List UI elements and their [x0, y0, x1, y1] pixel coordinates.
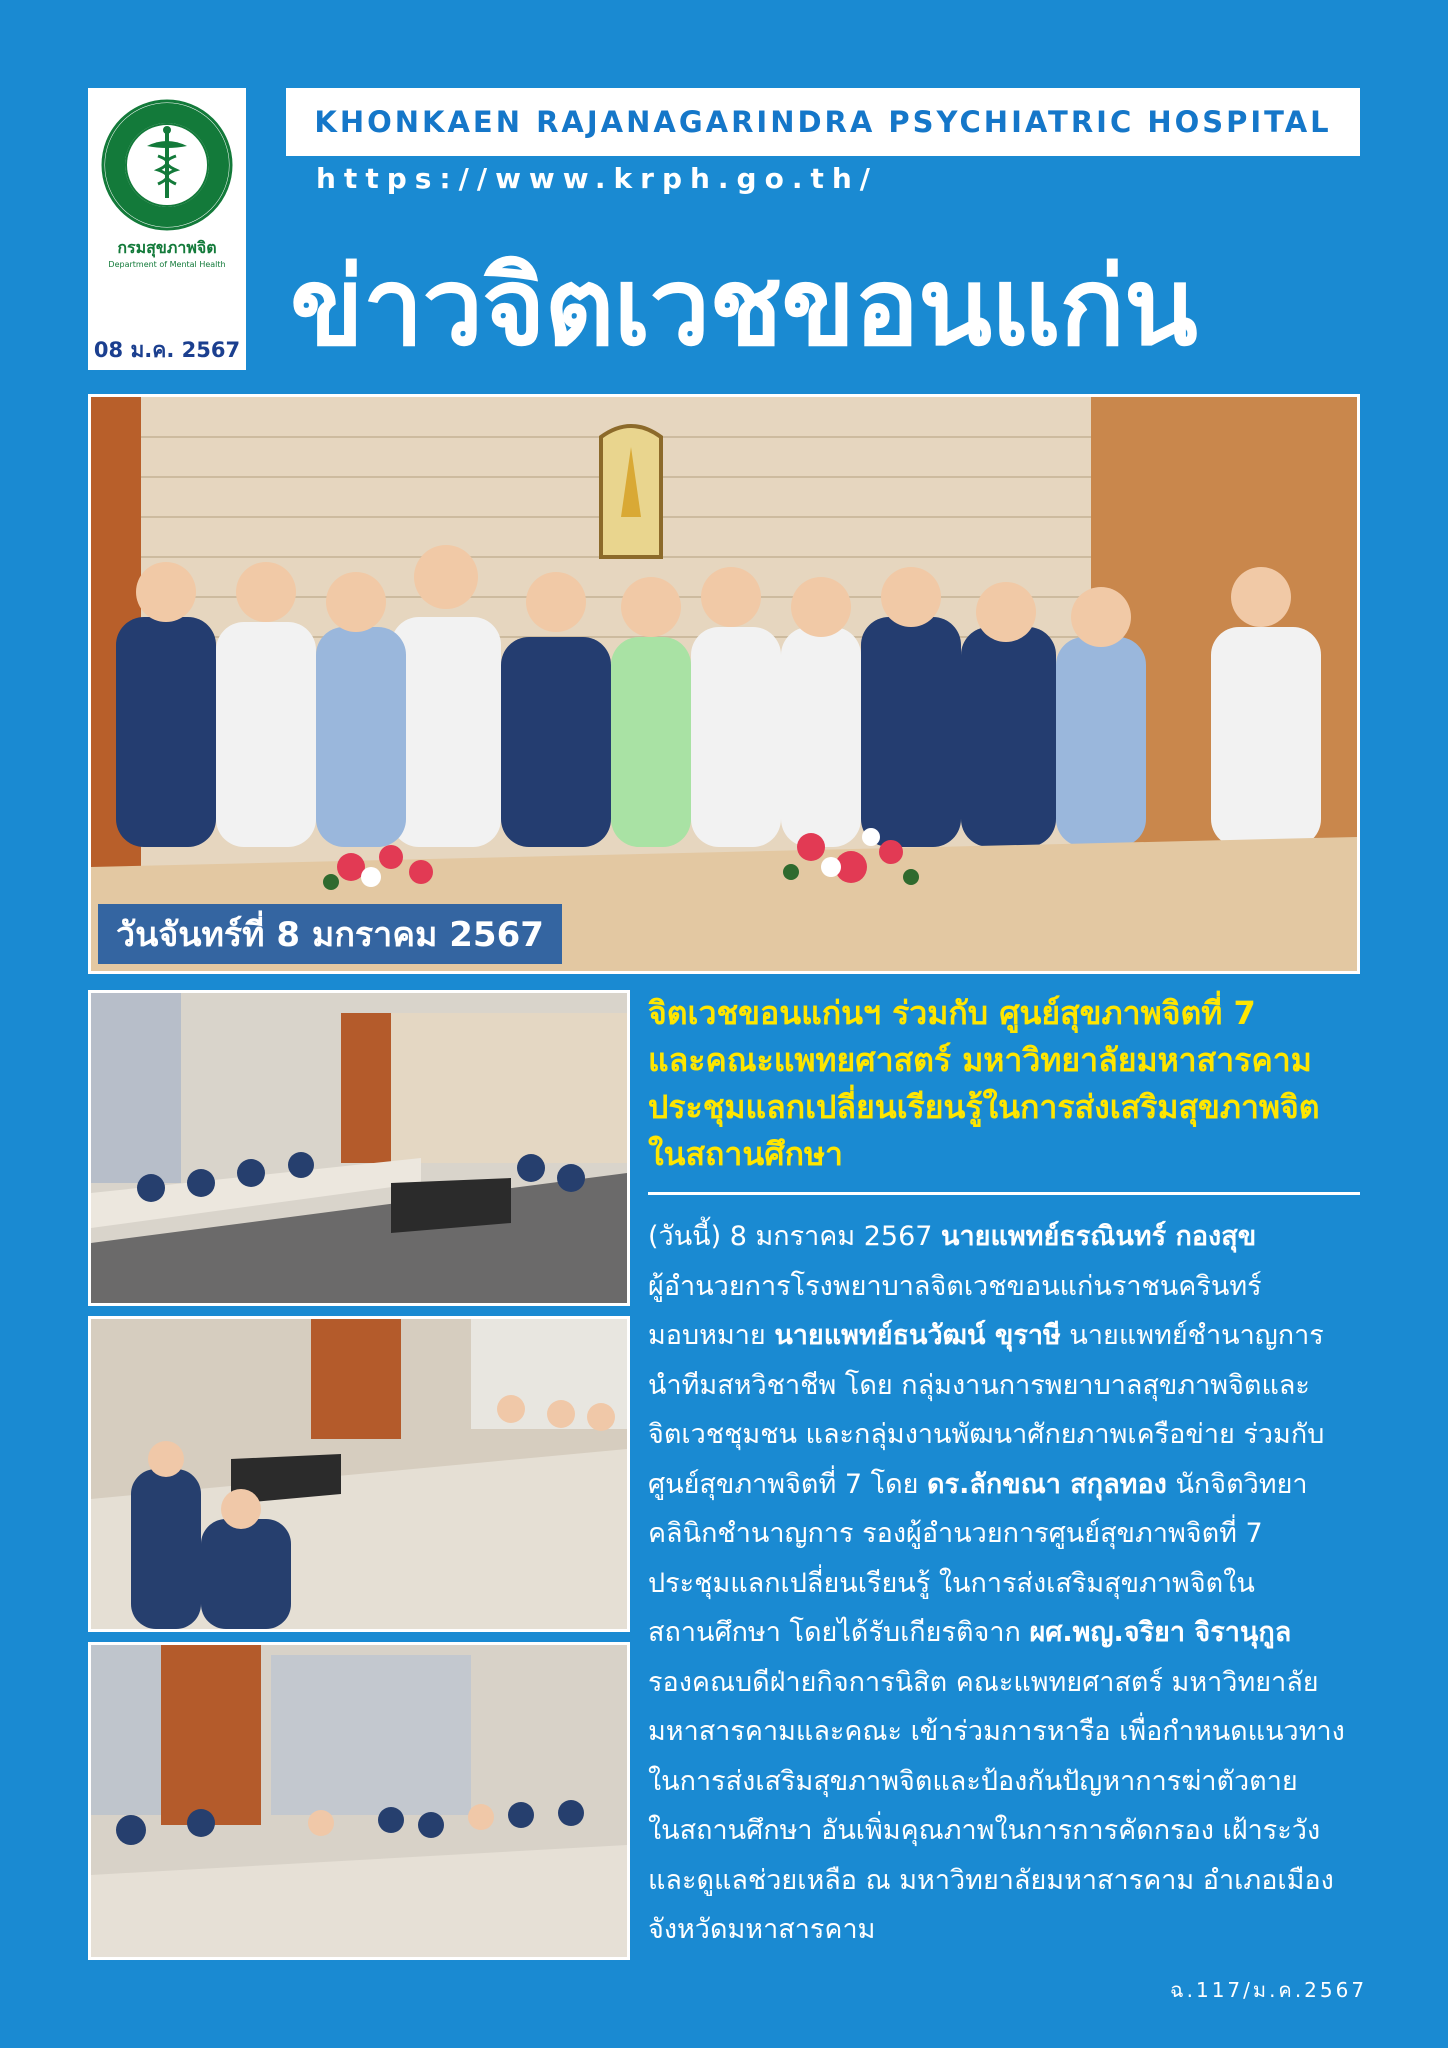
article-body	[648, 1212, 1360, 1955]
body-text: (วันนี้) 8 มกราคม 2567	[648, 1221, 942, 1252]
hospital-name: KHONKAEN RAJANAGARINDRA PSYCHIATRIC HOSPITAL	[314, 105, 1332, 139]
person-name: นายแพทย์ธนวัฒน์ ขุราษี	[774, 1320, 1061, 1351]
body-line: จังหวัดมหาสารคาม	[648, 1914, 876, 1945]
headline-line: ประชุมแลกเปลี่ยนเรียนรู้ในการส่งเสริมสุขภาพจิต	[648, 1088, 1320, 1126]
body-line: นำทีมสหวิชาชีพ โดย กลุ่มงานการพยาบาลสุขภาพจิตและ	[648, 1369, 1310, 1401]
website-link[interactable]: https://www.krph.go.th/	[316, 162, 879, 195]
headline-line: จิตเวชขอนแก่นฯ ร่วมกับ ศูนย์สุขภาพจิตที่ 7	[648, 994, 1256, 1032]
document-code: ฉ.117/ม.ค.2567	[1170, 1978, 1368, 2002]
hospital-name-bar	[286, 88, 1360, 156]
article-headline	[648, 990, 1360, 1178]
body-line: ผู้อำนวยการโรงพยาบาลจิตเวชขอนแก่นราชนครินทร์	[648, 1270, 1262, 1302]
body-line: มหาสารคามและคณะ เข้าร่วมการหารือ เพื่อกำหนดแนวทาง	[648, 1716, 1345, 1747]
meeting-photo-1	[88, 990, 630, 1306]
meeting-photo-2	[88, 1316, 630, 1632]
body-text: สถานศึกษา โดยได้รับเกียรติจาก	[648, 1617, 1030, 1648]
logo-card	[88, 88, 246, 370]
body-text: นักจิตวิทยา	[1166, 1468, 1308, 1500]
main-group-photo	[88, 394, 1360, 974]
body-line: คลินิกชำนาญการ รองผู้อำนวยการศูนย์สุขภาพจิตที่ 7	[648, 1518, 1263, 1549]
body-line: ในสถานศึกษา อันเพิ่มคุณภาพในการการคัดกรอง เฝ้าระวัง	[648, 1815, 1321, 1846]
headline-divider	[648, 1192, 1360, 1195]
headline-line: ในสถานศึกษา	[648, 1135, 843, 1173]
body-line: จิตเวชชุมชน และกลุ่มงานพัฒนาศักยภาพเครือข่าย ร่วมกับ	[648, 1419, 1325, 1450]
body-line: และดูแลช่วยเหลือ ณ มหาวิทยาลัยมหาสารคาม อำเภอเมือง	[648, 1864, 1334, 1896]
body-text: ศูนย์สุขภาพจิตที่ 7 โดย	[648, 1468, 928, 1500]
body-line	[648, 1460, 1360, 1510]
logo-dept-thai: กรมสุขภาพจิต	[117, 238, 217, 257]
body-text: มอบหมาย	[648, 1320, 775, 1351]
ministry-seal-icon	[100, 98, 234, 232]
photo-date-caption: วันจันทร์ที่ 8 มกราคม 2567	[98, 904, 562, 964]
body-text: นายแพทย์ชำนาญการ	[1060, 1320, 1324, 1351]
body-line: ประชุมแลกเปลี่ยนเรียนรู้ ในการส่งเสริมสุขภาพจิตใน	[648, 1567, 1255, 1599]
person-name: ดร.ลักขณา สกุลทอง	[927, 1468, 1167, 1500]
masthead-title: ข่าวจิตเวชขอนแก่น	[290, 245, 1197, 370]
body-line: ในการส่งเสริมสุขภาพจิตและป้องกันปัญหาการฆ่าตัวตาย	[648, 1765, 1298, 1797]
body-line	[648, 1212, 1360, 1262]
person-name: นายแพทย์ธรณินทร์ กองสุข	[941, 1221, 1257, 1252]
person-name: ผศ.พญ.จริยา จิรานุกูล	[1029, 1617, 1292, 1648]
issue-date: 08 ม.ค. 2567	[93, 338, 241, 362]
logo-dept-english: Department of Mental Health	[108, 260, 226, 269]
headline-line: และคณะแพทยศาสตร์ มหาวิทยาลัยมหาสารคาม	[648, 1041, 1312, 1079]
body-line	[648, 1608, 1360, 1658]
body-line	[648, 1311, 1360, 1361]
meeting-photo-3	[88, 1642, 630, 1960]
body-line: รองคณบดีฝ่ายกิจการนิสิต คณะแพทยศาสตร์ มหาวิทยาลัย	[648, 1666, 1319, 1698]
